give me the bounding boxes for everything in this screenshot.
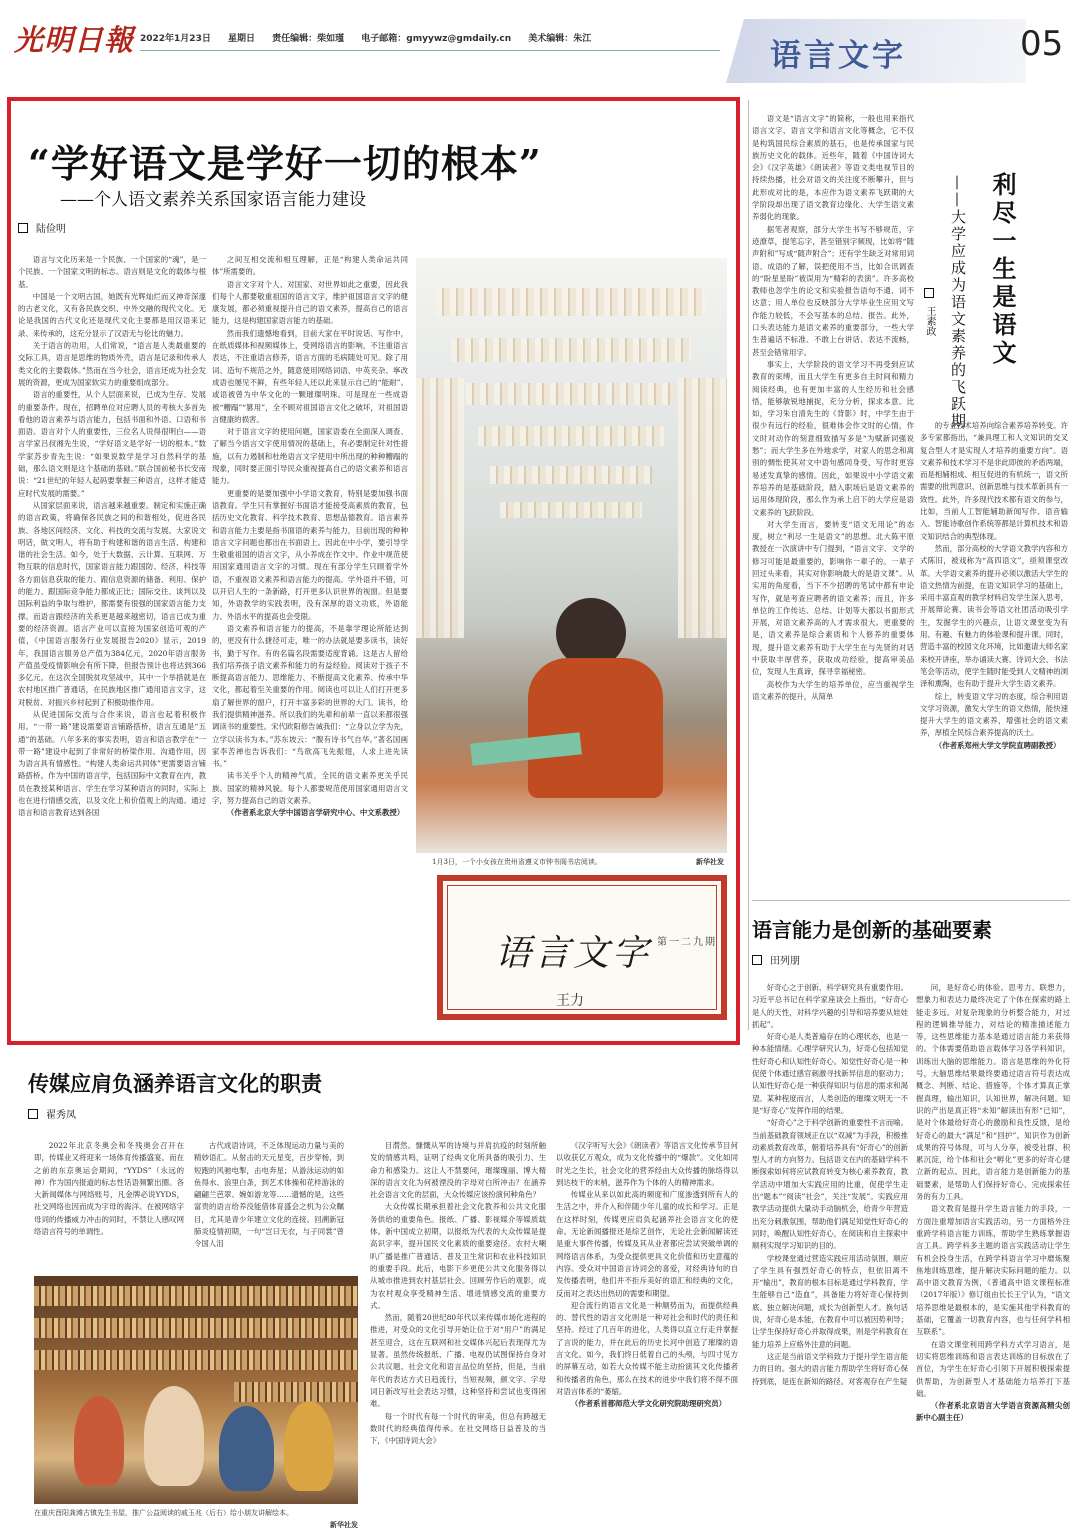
media-article-headline: 传媒应肩负涵养语言文化的职责 bbox=[28, 1071, 322, 1096]
reading-room-photo bbox=[34, 1276, 358, 1504]
paragraph: 学校课堂通过营造实践应用活动氛围，顺应了学生具有强烈好奇心的特点，但依旧离不开“输出”，教育的根本目标是通过学科教育，学生能够自己“造血”，具备能力将好奇心保持到底、独立解决问题，成长为创新型人才。换句话说，好奇心是本能，在教育中可以被因势利导；让学生保持好奇心并取得成果，则是学科教育在能力培养上应格外注意的问题。 bbox=[752, 1253, 908, 1349]
media-column-1 bbox=[34, 1140, 184, 1270]
newspaper-logo: 光明日報 bbox=[14, 23, 135, 57]
bookstore-photo bbox=[416, 258, 727, 853]
author-credit: （作者系北京大学中国语言学研究中心、中文系教授） bbox=[226, 808, 405, 818]
main-article-column-1 bbox=[18, 254, 206, 1034]
section-title: 语言文字 bbox=[770, 38, 906, 74]
seal-author: 王力 bbox=[556, 993, 584, 1009]
paragraph: 对大学生而言，要转变“语文无用论”的态度，树立“利尽一生是语文”的思想。北大陈平原教授在一次演讲中专门提到，“语言文字、文学的修习可能是最重要的，影响你一辈子的。一辈子回过头来看，其实对你影响最大的是语文课”。从实用的角度看，当下不少招聘的笔试中都有申论写作，就是考查应聘者的语文素养；而且，许多单位的工作传达、总结、计划等大都以书面形式开展，对语文素养高的人才需求很大。更重要的是，语文素养是综合素质和个人修养的重要体现，提升语文素养有助于大学生在与先贤的对话中获取丰厚营养，获取成功经验，提高审美品位，发现人生真谛，探寻幸福秘密。 bbox=[752, 519, 914, 677]
photo-source: 新华社发 bbox=[696, 857, 724, 866]
paragraph: 从国家层面来说，语言越来越重要。制定和实施正确的语言政策，将确保各民族之间的和谐相处，促进各民族、各地区间经济、文化、科技的交流与发展。大家说文明话，做文明人，将有助于构建和谐的语言生活、构建和谐的社会生活。如今，处于大数据、云计算、互联网、万物互联的信息时代，国家语言能力跟国防、经济、科技等各方面信息获取的能力、跟信息资源的储备、利用、保护的能力、跟国际竞争能力都成正比；国际交往、谈判以及国际利益的争取与维护，都需要有很强的国家语言能力支撑。而语言跟经济的关系更是越来越密切，语言已成为重要的经济资源。语言产业可以直接为国家创造可观的产值，《中国语言服务行业发展报告2020》显示，2019年，我国语言服务总产值为384亿元，2020年语言服务产值虽受疫情影响会有所下降，但报告预计也将达到366多亿元。在这次全国脱贫攻坚战中，其中一个举措就是在农村地区推广普通话，在民族地区推广通用语言文字，这对脱贫、对振兴乡村起到了积极助推作用。 bbox=[18, 500, 206, 707]
innovation-column-1 bbox=[752, 982, 908, 1527]
paragraph: 从促进国际交流与合作来说，语言也起着积极作用。“一带一路”建设需要语言铺路搭桥，语言互通是“五通”的基础。八年多来的事实表明，语言和语言教学在“一带一路”建设中起到了非常好的桥梁作用、沟通作用，因为语言具有情感性。“构建人类命运共同体”更需要语言铺路搭桥。作为中国的语言学，包括国际中文教育在内，教员在教授某种语言、学生在学习某种语言的同时，实际上也在进行情感交流，以及文化上和价值观上的沟通。通过语言和语言教育达到各国 bbox=[18, 709, 206, 818]
section-divider bbox=[752, 900, 1070, 901]
article-subheadline: ——个人语文素养关系国家语言能力建设 bbox=[60, 190, 366, 210]
masthead bbox=[0, 0, 1080, 88]
paragraph: 大众传媒长期承担着社会文化教养和公共文化服务供给的重要角色。报纸、广播、影视媒介等媒质载体。新中国成立初期，以报纸为代表的大众传媒是提高识字率，提升国民文化素质的重要途径。农村大喇叭广播是推广普通话、普及卫生常识和农业科技知识的重要手段。此后，电影下乡更使公共文化服务得以从城市推进到农村基层社会。回顾劳作后的观影，成为农村观众享受精神生活、增进情感交流的重要方式。 bbox=[370, 1202, 546, 1310]
media-column-2 bbox=[194, 1140, 344, 1270]
photo-caption bbox=[432, 857, 724, 867]
article-author: 陆俭明 bbox=[18, 220, 66, 235]
column-divider bbox=[748, 100, 749, 1030]
paragraph: 然而，部分高校的大学语文教学内容和方式陈旧，被戏称为“高四语文”，亟须课堂改革。大学语文素养的提升必须以激活大学生的语文热情为前提，在语文知识学习的基础上，采用丰富直观的教学材料启发学生深入思考，开展辩论赛、读书会等语文社团活动吸引学生，发掘学生的兴趣点，让语文课堂变为有用、有趣、有魅力的体验课和提升课。同时，营造丰富的校园文化环境，比如邀请大师名家来校开讲座，举办诵读大赛、诗词大会、书法笔会等活动，使学生随时能受到人文精神的浏泽和熏陶，也有助于提升大学生语文素养。 bbox=[920, 543, 1068, 689]
paragraph: 语言的重要性，从个人层面来说，已成为生存、发展的重要条件。现在，招聘单位对应聘人员的考核大多首先看他的语言素养与语言能力，包括书面和外语、口语和书面语。语言对个人的重要性，三位名人说得很明白——语言学家吕叔湘先生说，“学好语文是学好一切的根本。”数学家苏步青先生说：“如果说数学是学习自然科学的基础，那么语文则是这个基础的基础。”联合国前秘书长安南说：“21世纪的年轻人起码要掌握三种语言，这样才能适应时代发展的需要。” bbox=[18, 390, 206, 498]
main-article-column-2 bbox=[212, 254, 408, 1034]
paragraph: 这正是当前语文学科致力于提升学生语言能力的目的。强大的语言能力帮助学生将好奇心保持到底，是连在新知的路径。对客观存在产生疑 bbox=[752, 1351, 908, 1386]
author-credit: （作者系北京语言大学语言资源高精尖创新中心副主任） bbox=[916, 1401, 1070, 1423]
paragraph: 在语文课堂利用跨学科方式学习语言，是切实将思维训练和语言表达训练的目标放在了首位，为学生在好奇心引领下开展积极探索提供帮助，为创新型人才基础能力培养打下基础。 bbox=[916, 1339, 1070, 1398]
issue-meta bbox=[140, 31, 605, 44]
photo-caption bbox=[34, 1508, 358, 1529]
paragraph: 迎合流行的语言文化是一种顺势而为，而提供经典的、替代性的语言文化则是一种对社会和时代的责任和坚持。经过了几百年的进化，人类得以直立行走并掌握了言说的能力，并在此后的历史长河中创造了璀璨的语言文化。如今，我们终日低着自己的头颅，与四寸见方的屏幕互动，如若大众传媒不能主动扮演其文化传播者和传播者的角色，那么在技术的进步中我们将不得不面对语言体系的“萎缩。 bbox=[556, 1300, 738, 1396]
author-credit: （作者系郑州大学文学院直聘副教授） bbox=[934, 740, 1061, 750]
paragraph: 目潸然。慷慨从军的诗境与并肩抗疫的时刻所触发的情感共鸣，证明了经典文化所具备的吸引力、生命力和感染力。这让人不禁要问，璀璨瑰丽、博大精深的语言文化为何被湮没的字母对白所冲击？在涵养社会语言文化的层面，大众传媒应该扮演何种角色？ bbox=[370, 1141, 546, 1200]
paragraph: 传媒业从来以如此高的频度和广度渗透到所有人的生活之中，并介入和伴随少年儿童的成长和学习。正是在这样时刻，传媒更应肩负起涵养社会语言文化的使命。无论新闻播报还是综艺创作，无论社会新闻解读还是重大事件传播，传媒及其从业者都应尝试突破单调的网络语言体系，为受众提供更具文化价值和历史意蕴的内容。受众对中国语言诗词会的喜爱，对经典诗句的自发传播表明，他们并不拒斥美好的语汇和经典的文化，反而对之表达出热切的需要和期望。 bbox=[556, 1190, 738, 1298]
innovation-column-2 bbox=[916, 982, 1070, 1527]
paragraph: 好奇心之于创新、科学研究具有重要作用。习近平总书记在科学家座谈会上指出，“好奇心是人的天性，对科学兴趣的引导和培养要从娃娃抓起”。 bbox=[752, 983, 908, 1029]
paragraph: 关于语言的功用，人们常说，“语言是人类最重要的交际工具，语言是思维的物质外壳，语言是记录和传承人类文化的主要载体。”然而在当今社会，语言还成为社会发展的资源，更成为国家软实力的重要组成部分。 bbox=[18, 341, 206, 387]
paragraph: 读书关乎个人的精神气质，全民的语文素养更关乎民族、国家的精神风貌。每个人都要规范使用国家通用语言文字，努力提高自己的语文素养。 bbox=[212, 771, 408, 806]
media-column-4 bbox=[556, 1140, 738, 1530]
paragraph: 之间互相交流和相互理解，正是“构建人类命运共同体”所需要的。 bbox=[212, 255, 408, 277]
editor-email: 电子邮箱：gmyywz@gmdaily.cn bbox=[361, 34, 512, 44]
paragraph: 更重要的是要加强中小学语文教育，特别是要加强书面语教育。学生只有掌握好书面语才能接受高素质的教育，包括历史文化教育、科学技术教育、思想品德教育。语言素养和语言能力主要是指书面语的素养与能力，目前出现的种种语言文字问题也都出在书面语上。因此在中小学，要引导学生敬重祖国的语言文字，从小养成在作文中、作业中规范使用国家通用语言文字的习惯。现在有部分学生只顾着学外语，不重视语文素养和语言能力的提高。学外语并不错，可以开启人生的一条新路，打开更多认识世界的视窗。但是要知，外语教学的实践表明，没有深厚的语文功底，外语能力、外语水平的提高也会受限。 bbox=[212, 488, 408, 621]
paragraph: 然而，随着20世纪80年代以来传媒市场化进程的推进，对受众的文化引导开始让位于对“用户”的满足甚至迎合，这在互联网和社交媒体兴起后表现得尤为显著。虽然传统报纸、广播、电视仍试图保持自身对公共议题、社会文化和语言品位的坚持，但是，当前年代的表达方式日趋流行，当短视频，颜文字、字母词日新改写社会表达习惯，这种坚持和尝试也变得困难。 bbox=[370, 1313, 546, 1409]
caption-text: 1月3日，一个小女孩在贵州省遵义市钟书阁书店阅读。 bbox=[432, 858, 602, 866]
paragraph: 语言文字对个人、对国家、对世界如此之重要，因此我们每个人都要敬重祖国的语言文字，维护祖国语言文字的健康发展，都必须重视提升自己的语文素养，提高自己的语言能力，这是构建国家语言能力的基础。 bbox=[212, 279, 408, 326]
right-article-headline: 利尽一生是语文 bbox=[988, 172, 1017, 368]
paragraph: 语文教育是提升学生语言能力的手段，一方面注重增加语言实践活动，另一方面格外注重跨学科语言能力训练，帮助学生熟练掌握语言工具。跨学科多主题的语言实践活动让学生有机会投身生活，在跨学科语言学习中磨炼聚焦地训练思维，提升解决实际问题的能力。以高中语文教育为例，《普通高中语文课程标准（2017年版）》修订组由长长王宁认为，“语文培养思维是最根本的，是实施其他学科教育的基础，它覆盖一切教育内容，也与任何学科相互联系”。 bbox=[916, 1204, 1070, 1337]
header-rule bbox=[140, 50, 720, 51]
media-column-3 bbox=[370, 1140, 546, 1530]
paragraph: 《汉字听写大会》《朗读者》等语言文化传承节目何以收获亿万观众，成为文化传播中的“爆款”。文化如同时光之生长，社会文化的营养经由大众传播的脉络得以到达枝干的末梢，滋养作为个体的人的精神需求。 bbox=[556, 1141, 738, 1187]
innovation-headline: 语言能力是创新的基础要素 bbox=[752, 918, 992, 942]
paragraph: 语文素养和语言能力的提高，不是靠学理论所能达到的，更没有什么捷径可走，唯一的办法就是要多读书，读好书，勤于写作。有的名篇名段需要适度背诵。这是古人留给我们培养孩子语文素养和能力的有益经验。阅读对于孩子不断提高语言能力、思维能力、不断提高文化素养、传承中华文化，都起着至关重要的作用。阅读也可以让人们打开更多扇了解世界的窗户，打开丰富多彩的世界的大门。读书，给我们提供精神滋养。所以我们的先辈和前辈一直以来都很强调读书的重要性。宋代欧阳修告诫我们：“立身以立学为先，立学以读书为本。”苏东坡云：“腹有诗书气自华。”著名国画家李苦禅也告诉我们：“鸟欲高飞先振翅，人求上进先读书。” bbox=[212, 623, 408, 769]
page-number: 05 bbox=[1020, 24, 1064, 64]
paragraph: 2022年北京冬奥会和冬残奥会召开在即，传媒业又将迎来一场体育传播盛宴。而在之前的东京奥运会期间，“YYDS”（永远的神）作为国内报道的标志性话语频繁出圈。各大新闻媒体与网络账号，凡金牌必说YYDS，社交网络也因而成为字母的海洋。在被网络字母词的传播威力冲击的同时，不禁让人感叹网络语言符号的单调性。 bbox=[34, 1141, 184, 1237]
paragraph: 然而我们遗憾地看到，目前大家在平时说话、写作中，在纸质媒体和视频媒体上，受网络语言的影响，不注重语言表达，不注重语言修养，语言方面的毛病随处可见。除了用词、造句不规范之外，随意使用网络词语、中英夹杂、寧改成语也屡见不鲜，有些年轻人还以此来显示自己的“能耐”。或语被曾为中华文化的一颗璀璨明珠。可是现在一些成语被“糟蹋”“篡用”，全不顾对祖国语言文化之破坏，对祖国语言健康的损害。 bbox=[212, 328, 408, 424]
paragraph: 的专业技术培养向综合素养培养转变。许多专家都指出，“兼具理工和人文知识的交叉复合型人才是实现人才培养的重要方向”。语文素养和技术学习不是非此即彼的矛盾两端，而是相辅相成、相互促进的有机统一，语文所需要的批判意识、创新思维与技术革新具有一致性。此外，许多现代技术都有语文的参与，比如，当前人工智能辅助新闻写作、语音输入、智能诗歌创作系统等都是计算机技术和语文知识结合的典型体现。 bbox=[920, 421, 1068, 541]
seal-issue-number: 第一二九期 bbox=[657, 937, 717, 948]
paragraph: 中国是一个文明古国，她既有光辉灿烂而又神奇深邃的古老文化，又有各民族交织、中外交融的现代文化。无论是我国的古代文化还是现代文化主要都是用汉语来记录、来传承的，这充分显示了汉语无与伦比的魅力。 bbox=[18, 291, 206, 338]
article-headline: “学好语文是学好一切的根本” bbox=[28, 141, 542, 186]
issue-date: 2022年1月23日 bbox=[140, 34, 211, 44]
paragraph: “好奇心”之于科学创新的重要性不言而喻。当前基础教育领域正在以“双减”为手段，积极推动素质教育改革，朝着培养具有“好奇心”的创新型人才的方向努力。包括语文在内的基础学科不断探索如何将应试教育转变为核心素养教育，教学活动中增加大实践应用的比重，促使学生走出“题本”“阅读”社会”，关注“发展”。实践应用教学活动提供大量动手动脑机会，给青少年营造出充分刺激氛围，帮助他们满足知觉性好奇心的同时，唤醒认知性好奇心，在阅读和自主探索中顺利实现学习知识的目的。 bbox=[752, 1118, 908, 1251]
author-credit: （作者系首都师范大学文化研究院助理研究员） bbox=[570, 1399, 727, 1409]
paragraph: 语文是“语言文字”的简称，一般也用来指代语言文字、语言文学和语言文化等概念，它不仅是构筑国民综合素质的基石，也是传承国家与民族历史文化的载体。近些年，随着《中国诗词大会》《汉字英雄》《朗读者》等语文类电视节目的持续热播，社会对语文的关注度不断攀升，但与此形成对比的是，本应作为语文素养飞跃期的大学阶段却出现了语文教育边缘化、大学生语文素养弱化的现象。 bbox=[752, 114, 914, 222]
paragraph: 事实上，大学阶段的语文学习不再受到应试教育的束缚，而且大学生有更多自主时间和精力阅读经典，也有更加丰富的人生经历和社会感悟，能够敏锐地捕捉，充分分析，探求本意。比如，学习朱自清先生的《背影》时，中学生由于很少有远行的经验，很难体会作文时的心情，作文时对动作的刻意细致描写多是“为赋新词强说愁”；而大学生多在外地求学，对家人的思念和离别的惆怅使其对文中语句感同身受，写作时更容易述发真挚的感情。因此，如果说中小学语文素养培养的是基础阶段，踏入职场后是语文素养的运用体现阶段，那么作为承上启下的大学应是语文素养的飞跃阶段。 bbox=[752, 359, 914, 517]
art-editor: 美术编辑：朱江 bbox=[528, 34, 592, 44]
innovation-author: 田列朋 bbox=[752, 952, 800, 967]
paragraph: 好奇心是人类普遍存在的心理状态，也是一种本能情绪。心理学研究认为，好奇心包括知觉性好奇心和认知性好奇心。知觉性好奇心是一种促使个体通过感官刺激寻找新异信息的驱动力；认知性好奇心是一种获得知识与信息的需求和渴望。某种程度而言，人类创造的璀璨文明无一不是“好奇心”发挥作用的结果。 bbox=[752, 1032, 908, 1115]
photo-source: 新华社发 bbox=[330, 1520, 358, 1529]
responsible-editor: 责任编辑：柴如瑾 bbox=[272, 34, 345, 44]
paragraph: 据笔者观察，部分大学生书写不够规范，字迹潦草，提笔忘字，甚至错别字频现，比如将“随声附和”写成“随声附合”；还有学生缺乏对常用词语、成语的了解，误把使用不当，比如合讯调查的“盼星星盼”被误用为“精彩的表演”。许多高校教师也忽学生的论文和实验报告语句不通、词不达意；用人单位也反映部分大学毕业生应用文写作能力较低，不会写基本的总结、报告。此外，口头表达能力是语文素养的重要部分，一些大学生普遍话不标准、不敢上台讲话、表达不流畅，甚至会错常用字。 bbox=[752, 224, 914, 357]
paragraph: 对于语言文字的使用问题，国家语委在全面深入调查、了解当今语言文字使用情况的基础上，有必要制定针对性措施，以有力遏制和杜绝语言文字使用中所出现的种种糟蹋的现象，同时要正面引导民众重视提高自己的语文素养和语言能力。 bbox=[212, 427, 408, 486]
paragraph: 语言与文化历来是一个民族、一个国家的“魂”，是一个民族、一个国家文明的标志。语言则是文化的载体与根基。 bbox=[18, 255, 206, 289]
paragraph: 综上，转变语文学习的态度，综合利用语文学习资源，激发大学生的语文热情，能快速提升大学生的语文素养，增强社会的语文素养，厚植全民综合素养提高的沃土。 bbox=[920, 691, 1068, 738]
paragraph: 问，是好奇心的体验。思考力、联想力，想象力和表达力最终决定了个体在探索的路上能走多远。对复杂现象的分析整合能力，对过程的逻辑推导能力，对结论的精准描述能力等，这些思维能力基本是通过语言能力来获得的。个体需要借助语言载体学习各学科知识，训练出大脑的思维能力。语言是思维的外化符号，大脑思维结果最终要通过语言符号表达成概念、判断、结论、措施等，个体才算真正掌握真理，输出知识，认知世界，解决问题。知识的产出是真正将“未知”解读出有形“已知”，是对个体最给好奇心的激励和良性反馈，是给好奇心的最大“满足”和“回护”。知识作为创新成果的符号体现，可与人分享，被受社群、积累沉淀，给个体和社会“孵化”更多的好奇心建立新的起点。因此，语言能力是创新能力的基础要素，是帮助人们保持好奇心、完成探索任务的有力工具。 bbox=[916, 983, 1070, 1202]
right-article-column-bottom bbox=[920, 420, 1068, 890]
paragraph: 高校作为大学生的培养单位，应当重视学生语文素养的提升，从简单 bbox=[752, 679, 914, 701]
issue-weekday: 星期日 bbox=[227, 34, 255, 44]
right-article-subheadline: ——大学应成为语文素养的飞跃期 bbox=[949, 175, 967, 430]
media-article-author: 翟秀凤 bbox=[28, 1106, 76, 1121]
paragraph: 每一个时代有每一个时代的审美，但总有跨越无数时代的经典值得传承。在社交网络日益普及的当下，《中国诗词大会》 bbox=[370, 1411, 546, 1446]
right-article-author: 王素政 bbox=[922, 288, 937, 336]
seal-calligraphy: 语言文字 bbox=[495, 933, 652, 974]
right-article-column-top bbox=[752, 113, 914, 883]
paragraph: 古代成语诗词，不乏体现运动力量与美的精妙语汇。从射击的天元星变，百步穿杨，到短跑的风驰电掣，击电奔星；从游泳运动的如鱼得水、浪里白条，到艺术体操和花样游泳的翩翩兰芭翠、婉如游龙等……遗憾的是，这些富贵的语言给养没能借体育盛会之机为公众瞩目，尤其是青少年建立文化的连接。回溯新冠肺炎疫情初期，一句“岂曰无衣，与子同裳”曾令国人泪 bbox=[194, 1141, 344, 1249]
caption-text: 在重庆酉阳龚滩古镇先生书屋，推广公益阅读的戚玉兆（后右）给小朋友讲解绘本。 bbox=[34, 1509, 293, 1517]
